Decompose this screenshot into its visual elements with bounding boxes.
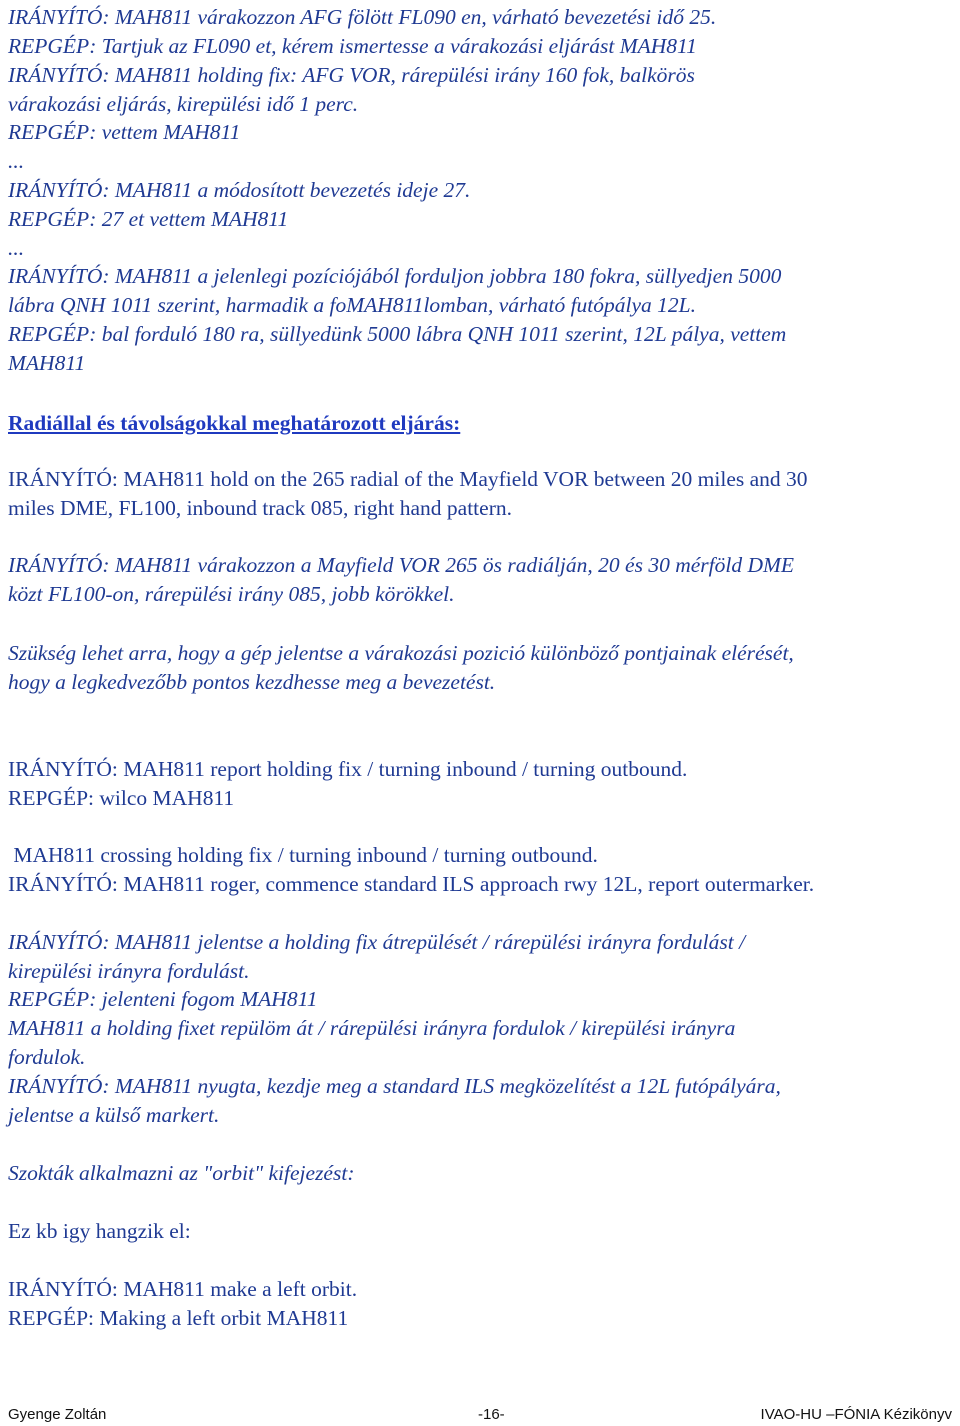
dialog-line: IRÁNYÍTÓ: MAH811 report holding fix / turning inbound / turning outbound. bbox=[8, 757, 688, 781]
dialog-line: REPGÉP: 27 et vettem MAH811 bbox=[8, 207, 289, 231]
dialog-line: MAH811 crossing holding fix / turning inbound / turning outbound. bbox=[8, 843, 598, 867]
dialog-line: IRÁNYÍTÓ: MAH811 jelentse a holding fix átrepülését / rárepülési irányra fordulást / bbox=[8, 930, 746, 954]
dialog-line: REPGÉP: jelenteni fogom MAH811 bbox=[8, 987, 318, 1011]
dialog-line: REPGÉP: bal forduló 180 ra, süllyedünk 5000 lábra QNH 1011 szerint, 12L pálya, vettem bbox=[8, 322, 787, 346]
dialog-line: IRÁNYÍTÓ: MAH811 roger, commence standard ILS approach rwy 12L, report outermarker. bbox=[8, 872, 815, 896]
dialog-line: REPGÉP: wilco MAH811 bbox=[8, 786, 235, 810]
section-heading: Radiállal és távolságokkal meghatározott eljárás: bbox=[8, 411, 461, 435]
dialog-line: ... bbox=[8, 236, 25, 260]
footer-author: Gyenge Zoltán bbox=[8, 1406, 107, 1423]
dialog-line: fordulok. bbox=[8, 1045, 86, 1069]
dialog-line: jelentse a külső markert. bbox=[8, 1103, 220, 1127]
dialog-line: MAH811 bbox=[8, 351, 86, 375]
dialog-line: MAH811 a holding fixet repülöm át / rárepülési irányra fordulok / kirepülési irányra bbox=[8, 1016, 736, 1040]
dialog-line: REPGÉP: vettem MAH811 bbox=[8, 120, 241, 144]
dialog-line: IRÁNYÍTÓ: MAH811 hold on the 265 radial of the Mayfield VOR between 20 miles and 30 bbox=[8, 467, 808, 491]
dialog-line: IRÁNYÍTÓ: MAH811 a jelenlegi pozíciójából forduljon jobbra 180 fokra, süllyedjen 5000 bbox=[8, 264, 782, 288]
dialog-line: IRÁNYÍTÓ: MAH811 holding fix: AFG VOR, rárepülési irány 160 fok, balkörös bbox=[8, 63, 695, 87]
dialog-line: közt FL100-on, rárepülési irány 085, jobb körökkel. bbox=[8, 582, 455, 606]
dialog-line: IRÁNYÍTÓ: MAH811 make a left orbit. bbox=[8, 1277, 358, 1301]
paragraph-line: Szükség lehet arra, hogy a gép jelentse a várakozási pozició különböző pontjainak elérését, bbox=[8, 641, 794, 665]
paragraph-line: Szokták alkalmazni az "orbit" kifejezést: bbox=[8, 1161, 355, 1185]
dialog-line: IRÁNYÍTÓ: MAH811 nyugta, kezdje meg a standard ILS megközelítést a 12L futópályára, bbox=[8, 1074, 781, 1098]
dialog-line: várakozási eljárás, kirepülési idő 1 perc. bbox=[8, 92, 359, 116]
dialog-line: ... bbox=[8, 149, 25, 173]
page-footer bbox=[0, 1402, 960, 1426]
dialog-line: miles DME, FL100, inbound track 085, right hand pattern. bbox=[8, 496, 512, 520]
footer-book-title: IVAO-HU –FÓNIA Kézikönyv bbox=[760, 1406, 952, 1423]
dialog-line: REPGÉP: Tartjuk az FL090 et, kérem ismertesse a várakozási eljárást MAH811 bbox=[8, 34, 697, 58]
paragraph-line: Ez kb igy hangzik el: bbox=[8, 1219, 191, 1243]
dialog-line: REPGÉP: Making a left orbit MAH811 bbox=[8, 1306, 349, 1330]
dialog-line: IRÁNYÍTÓ: MAH811 várakozzon a Mayfield VOR 265 ös radiálján, 20 és 30 mérföld DME bbox=[8, 553, 795, 577]
paragraph-line: hogy a legkedvezőbb pontos kezdhesse meg a bevezetést. bbox=[8, 670, 496, 694]
dialog-line: kirepülési irányra fordulást. bbox=[8, 959, 250, 983]
dialog-line: lábra QNH 1011 szerint, harmadik a foMAH811lomban, várható futópálya 12L. bbox=[8, 293, 696, 317]
footer-page-number: -16- bbox=[478, 1406, 505, 1423]
dialog-line: IRÁNYÍTÓ: MAH811 várakozzon AFG fölött FL090 en, várható bevezetési idő 25. bbox=[8, 5, 717, 29]
dialog-line: IRÁNYÍTÓ: MAH811 a módosított bevezetés ideje 27. bbox=[8, 178, 471, 202]
